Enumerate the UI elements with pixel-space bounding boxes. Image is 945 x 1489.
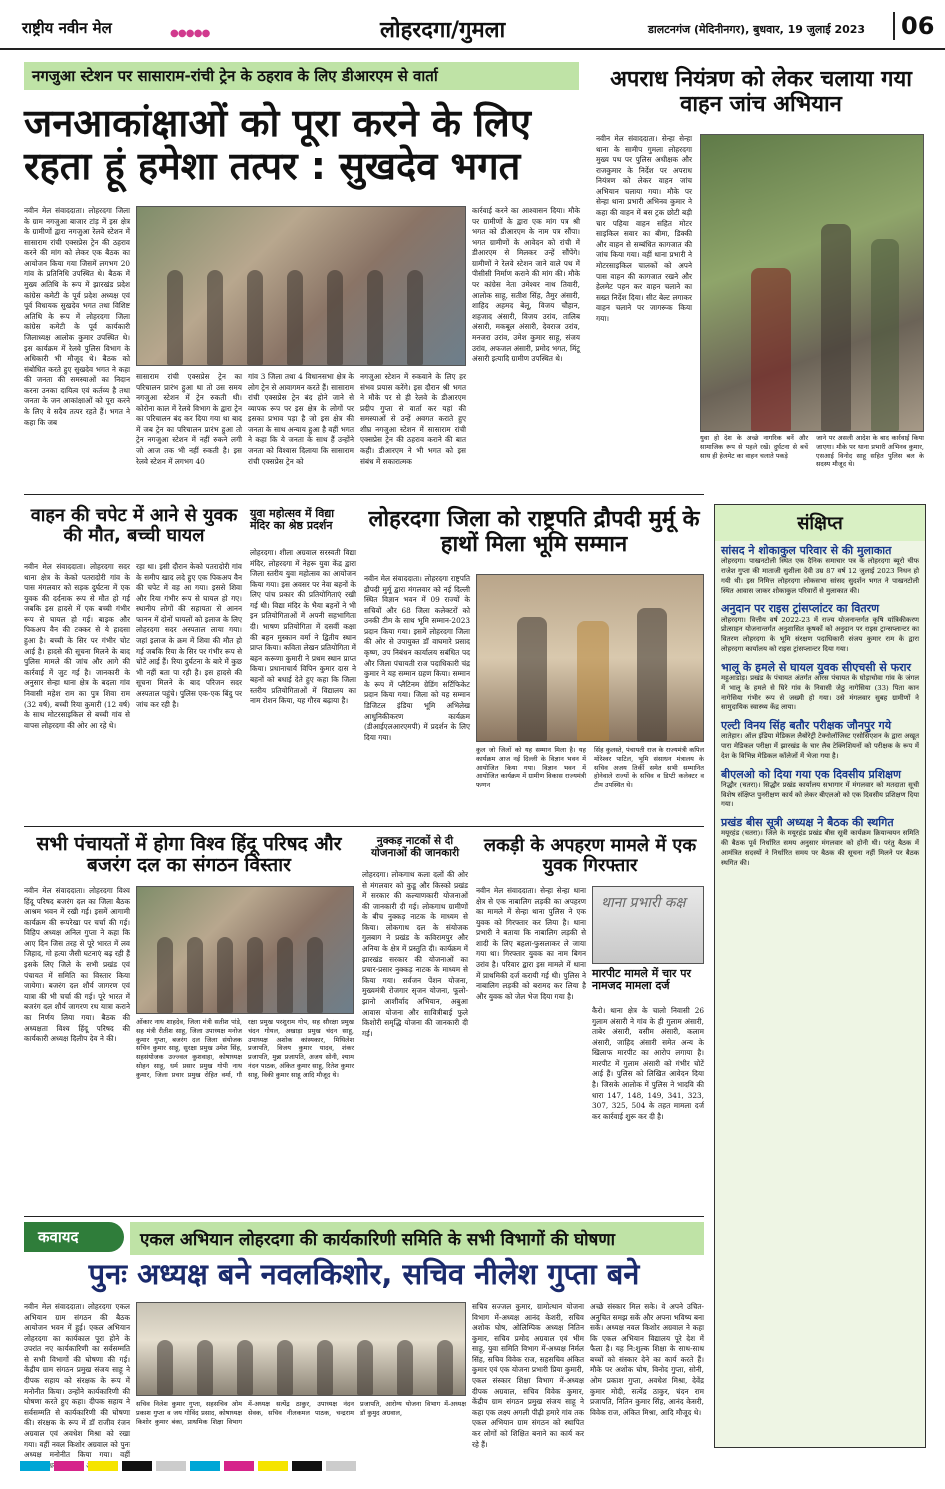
lead-headline: जनआकांक्षाओं को पूरा करने के लिए रहता हूं हमेशा तत्पर : सुखदेव भगत: [24, 101, 531, 188]
president-photo: [476, 574, 704, 742]
lead-col-2: सासाराम रांची एक्सप्रेस ट्रेन का परिचालन प्रारंभ हुआ था तो उस समय नगजुआ स्टेशन में ट्रेन रुकती थी। कोरोना काल में रेलवे विभाग के द्वारा ट्रेन का परिचालन बंद कर दिया गया था बाद में जब ट्रेन का परिचालन प्रारंभ हुआ तो ट्रेन नगजुआ स्टेशन में नहीं रुकने लगी जो आज तक भी नहीं रुकती है। इस रेलवे स्टेशन में लगभग 40: [136, 372, 242, 466]
committee-photo: [136, 1302, 466, 1396]
lead-photo: [136, 206, 466, 366]
brief-box: [714, 504, 926, 1448]
committee-caption: सचिव निलेश कुमार गुप्ता, सहसचिव ओम प्रकाश गुप्ता व जय गोविंद प्रसाद, कोषाध्यक्ष किशोर कुमार बंका, प्राथमिक शिक्षा विभाग में-अध्यक्ष सत्येंद्र ठाकुर, उपाध्यक्ष नंदन सेवक, सचिव नीलकमल पाठक, चन्द्रराम प्रजापति, आरोग्य योजना विभाग में-अध्यक्ष डॉ कुमुद अग्रवाल,: [136, 1400, 466, 1426]
brief-item-headline: बीएलओ को दिया गया एक दिवसीय प्रशिक्षण: [721, 767, 901, 781]
abduct-col-2: कैरो। थाना क्षेत्र के चालो निवासी 26 गुलाम अंसारी ने गांव के ही गुलाम अंसारी, ताबेर अंसारी, वसीम अंसारी, कलाम अंसारी, जाहिद अंसारी समेत अन्य के खिलाफ मारपीट का आरोप लगाया है। मारपीट में गुलाम अंसारी को गंभीर चोटें आई हैं। पुलिस को लिखित आवेदन दिया है। जिसके आलोक में पुलिस ने भादवि की धारा 147, 148, 149, 341, 323, 307, 325, 504 के तहत मामला दर्ज कर कार्रवाई शुरू कर दी है।: [592, 1006, 704, 1121]
brief-list: [715, 541, 925, 872]
abduct-sub-headline: मारपीट मामले में चार पर नामजद मामला दर्ज: [592, 967, 692, 993]
lead-col-4: नगजुआ स्टेशन में रुकवाने के लिए हर संभव प्रयास करेंगे। इस दौरान श्री भगत ने मौके पर से ही रेलवे के डीआरएम प्रदीप गुप्ता से वार्ता कर यहां की समस्याओं से उन्हें अवगत कराते हुए शीघ्र नगजुआ स्टेशन में सासाराम रांची एक्सप्रेस ट्रेन की ठहराव कराने की बात कही। डीआरएम ने भी भगत को इस संबंध में सकारात्मक: [360, 372, 466, 466]
abduct-col-1: नवीन मेल संवाददाता। सेन्हा सेन्हा थाना क्षेत्र से एक नाबालिग लड़की का अपहरण का मामले में सेन्हा थाना पुलिस ने एक युवक को गिरफ्तार कर लिया है। थाना प्रभारी ने बताया कि नाबालिग लड़की से शादी के लिए बहला-फुसलाकर ले जाया गया था। गिरफ्तार युवक का नाम बिगन उरांव है। परिवार द्वारा इस मामले में थाना में प्राथमिकी दर्ज करायी गई थी। पुलिस ने नाबालिग लड़की को बरामद कर लिया है और युवक को जेल भेज दिया गया है।: [476, 886, 586, 1001]
dateline: डालटनगंज (मेदिनीनगर), बुधवार, 19 जुलाई 2023: [648, 23, 866, 36]
divider: [24, 494, 704, 495]
vhp-headline: सभी पंचायतों में होगा विश्व हिंदू परिषद और बजरंग दल का संगठन विस्तार: [36, 833, 342, 877]
brief-item-body: लोहरदगा। पाखनटोली स्थित एक दैनिक समाचार पत्र के लोहरदगा ब्यूरो चीफ राजेश गुप्ता की माताजी सुशीला देवी उम्र 87 वर्ष 12 जुलाई 2023 निधन हो गयी थी। इस निमित्त लोहरदगा लोकसभा सांसद सुदर्शन भगत ने पाखनटोली स्थित आवास जाकर शोकाकुल परिवारों से मुलाकात की।: [721, 557, 919, 595]
lead-col-1: नवीन मेल संवाददाता। लोहरदगा जिला के ग्राम नगजुआ बाजार टांड़ में इस क्षेत्र के ग्रामीणों द्वारा नगजुआ रेलवे स्टेशन में सासाराम रांची एक्सप्रेस ट्रेन की ठहराव करने की मांग को लेकर एक बैठक का आयोजन किया गया जिसमें लगभग 20 गांव के प्रतिनिधि उपस्थित थे। बैठक में मुख्य अतिथि के रूप में झारखंड प्रदेश कांग्रेस कमेटी के पूर्व प्रदेश अध्यक्ष एवं पूर्व विधायक सुखदेव भगत तथा विशिष्ट अतिथि के रूप में लोहरदगा जिला कांग्रेस कमेटी के पूर्व कार्यकारी जिलाध्यक्ष आलोक कुमार उपस्थित थे। इस कार्यक्रम में रेलवे पुलिस विभाग के अधिकारी भी मौजूद थे। बैठक को संबोधित करते हुए सुखदेव भगत ने कहा की जनता की समस्याओं का निदान करना उनका दायित्व एवं कर्तव्य है तथा जनता के जन आकांक्षाओं को पूरा करने के लिए वे सदैव तत्पर रहते हैं। भगत ने कहा कि जब: [24, 206, 130, 427]
crime-photo: [700, 134, 924, 432]
committee-col-1: नवीन मेल संवाददाता। लोहरदगा एकल अभियान ग्राम संगठन की बैठक आयोजन भवन में हुई। एकल अभियान लोहरदगा का कार्यकाल पूरा होने के उपरांत नए कार्यकारिणी का सर्वसम्मति से सभी विभागों की घोषणा की गई। केंद्रीय ग्राम संगठन प्रमुख संजय साहू ने दीपक सहाय को संरक्षक के रूप में मनोनीत किया। उन्होंने कार्यकारिणी की घोषणा करते हुए कहा। दीपक सहाय ने सर्वसम्मति से कार्यकारिणी की घोषणा की। संरक्षक के रूप में डॉ राजीव रंजन अग्रवाल एवं अवधेश मिश्रा को रखा गया। वहीं नवल किशोर अग्रवाल को पुनः अध्यक्ष मनोनीत किया गया। वहीं: [24, 1302, 130, 1460]
lead-col-5: कार्रवाई करने का आश्वासन दिया। मौके पर ग्रामीणों के द्वारा एक मांग पत्र श्री भगत को डीआरएम के नाम पत्र सौंपा। भगत ग्रामीणों के आवेदन को रांची में डीआरएम से मिलकर उन्हें सौंपेंगे। ग्रामीणों ने रेलवे स्टेशन जाने वाले पथ में पीसीसी निर्माण कराने की मांग की। मौके पर कांग्रेस नेता उमेश्वर नाथ तिवारी, आलोक साहू, सतीश सिंह, तैमुर अंसारी, शाहिद अहमद बेलू, विजय चौहान, शहजाद अंसारी, विजय उरांव, तालिब अंसारी, मकबूल अंसारी, देवराज उरांव, मनजरा उरांव, उमेश कुमार साहू, संजय उरांव, अफजल अंसारी, प्रमोद भगत, मिंटू अंसारी इत्यादि ग्रामीण उपस्थित थे।: [472, 206, 580, 364]
nukkad-headline: नुक्कड़ नाटकों से दी योजनाओं की जानकारी: [370, 835, 460, 859]
brief-title: संक्षिप्त: [715, 505, 925, 541]
abduct-photo-sign: थाना प्रभारी कक्ष: [601, 895, 686, 911]
committee-col-3: अच्छे संस्कार मिल सके। वे अपने उचित-अनुचित समझ सकें और अपना भविष्य बना सकें। अध्यक्ष नवल किशोर अग्रवाल ने कहा कि एकल अभियान विद्यालय पूरे देश में फैला है। यह नि:शुल्क शिक्षा के साथ-साथ बच्चों को संस्कार देने का कार्य करते हैं। मौके पर अशोक घोष, विनोद गुप्ता, सोनी, ओम प्रकाश गुप्ता, अवधेश मिश्रा, देवेंद्र कुमार मोदी, सत्येंद्र ठाकुर, चंदन राम प्रजापति, नितिन कुमार सिंह, आनंद केसरी, विवेक राज, अंकित मिश्रा, आदि मौजूद थे।: [590, 1302, 704, 1417]
crime-caption-left: युवा हो देश के अच्छे नागरिक बनें और सामाजिक रूप से पहले रखें। दुर्घटना से बचें साथ ही हेलमेट का वाहन चलाते पकड़े: [700, 434, 808, 460]
president-body: नवीन मेल संवाददाता। लोहरदगा राष्ट्रपति द्रौपदी मुर्मू द्वारा मंगलवार को नई दिल्ली स्थित विज्ञान भवन में 09 राज्यों के सचिवों और 68 जिला कलेक्टरों को उनकी टीम के साथ भूमि सम्मान-2023 प्रदान किया गया। इसमें लोहरदगा जिला की ओर से उपायुक्त डॉ वाघमारे प्रसाद कृष्ण, उप निबंधन कार्यालय सबंधित पद और जिला पंचायती राज पदाधिकारी चंद्र कुमार ने यह सम्मान ग्रहण किया। सम्मान के रूप में प्लैटिनम ग्रेडिंग सर्टिफिकेट प्रदान किया गया। जिला को यह सम्मान डिजिटल इंडिया भूमि अभिलेख आधुनिकीकरण कार्यक्रम (डीआईएलआरएमपी) में प्रदर्शन के लिए दिया गया।: [364, 574, 470, 742]
divider: [24, 1216, 704, 1217]
vhp-caption: ओंकार नाथ शाहदेव, जिला मंत्री सतीश पांडे, सह मंत्री रीतीश साहू, जिला उपाध्यक्ष मनोज कुमार गुप्ता, बजरंग दल जिला संयोजक सचिन कुमार साहू, सुरक्षा प्रमुख उमेश सिंह, सहसंयोजक उज्ज्वल कुशवाहा, कोषाध्यक्ष सोहन साहू, धर्म प्रसार प्रमुख गोपी नाथ कुमार, जिला प्रचार प्रमुख रोहित वर्मा, गौ रक्षा प्रमुख परशुराम गोप, सह सौरक्षा प्रमुख चंदन गोयल, अखाड़ा प्रमुख चंदन साहू, उपाध्यक्ष अशोक कांस्यकार, मिथिलेश प्रजापति, विजय कुमार यादव, शंकर प्रजापति, मुन्ना प्रजापति, अजय सोनी, श्याम नंदन पाठक, अंकित कुमार साहू, रितेश कुमार साहू, विकी कुमार साहू आदि मौजूद थे।: [136, 1018, 354, 1079]
vhp-photo: [136, 886, 354, 1014]
brief-item: [715, 658, 925, 716]
crime-headline: अपराध नियंत्रण को लेकर चलाया गया वाहन जांच अभियान: [610, 67, 912, 117]
abduct-headline: लकड़ी के अपहरण मामले में एक युवक गिरफ्तार: [483, 835, 697, 877]
paper-name: राष्ट्रीय नवीन मेल: [22, 19, 112, 37]
committee-tag: कवायद: [24, 1222, 124, 1252]
yuva-body: लोहरदगा। शीला अग्रवाल सरस्वती विद्या मंदिर, लोहरदगा में नेहरू युवा केंद्र द्वारा जिला स्तरीय युवा महोत्सव का आयोजन किया गया। इस अवसर पर नेवा बहनों के लिए पांच प्रकार की प्रतियोगिताएं रखी गई थी। विद्या मंदिर के भैया बहनों ने भी इन प्रतियोगिताओं में अपनी सहभागिता दी। भाषण प्रतियोगिता में दसवीं कक्षा की बहन मुस्कान वर्मा ने द्वितीय स्थान प्राप्त किया। कविता लेखन प्रतियोगिता में बहन करूणा कुमारी ने प्रथम स्थान प्राप्त किया। प्रधानाचार्य विपिन कुमार दास ने बहनों को बधाई देते हुए कहा कि जिला स्तरीय प्रतियोगिताओं में विद्यालय का नाम रोशन किया, यह गौरव बढ़ाया है।: [250, 548, 356, 706]
brief-item: [715, 541, 925, 599]
brief-item: [715, 599, 925, 657]
crime-col-1: नवीन मेल संवाददाता। सेन्हा सेन्हा थाना के सामीप गुमला लोहरदगा मुख्य पथ पर पुलिस अधीक्षक और राजकुमार के निर्देश पर अपराध नियंत्रण को लेकर वाहन जांच अभियान चलाया गया। मौके पर सेन्हा थाना प्रभारी अभिनव कुमार ने कहा की वाहन में बस ट्रक छोटी बड़ी चार पहिया वाहन सहित मोटर साइकिल सवार का बीमा, डिक्की और वाहन से सम्बंधित कागजात की जांच किया गया। वहीं थाना प्रभारी ने मोटरसाइकिल चालकों को अपने पास वाहन की कागजात रखने और हेलमेट पहन कर वाहन चलाने का सख्त निर्देश दिया। सीट बेल्ट लगाकर वाहन चलाने पर जागरूक किया गया।: [596, 134, 692, 323]
brief-item-body: निद्धौर (चतरा)। सिद्धौर प्रखंड कार्यालय सभागार में मंगलवार को मतदाता सूची विशेष संक्षिप्त पुनरीक्षण कार्य को लेकर बीएलओ को एक दिवसीय प्रशिक्षण दिया गया।: [721, 780, 919, 809]
president-headline: लोहरदगा जिला को राष्ट्रपति द्रौपदी मुर्मू के हाथों मिला भूमि सम्मान: [368, 507, 700, 557]
committee-col-2: सचिव सज्जल कुमार, ग्रामोत्थान योजना विभाग में-अध्यक्ष आनंद केशरी, सचिव अशोक घोष, ओलिम्पिक अध्यक्ष नितिन कुमार, सचिव प्रमोद अग्रवाल एवं भीम साहू, युवा समिति विभाग में-अध्यक्ष निर्मल सिंह, सचिव विवेक राज, सहसचिव अंकित कुमार एवं एक योजना प्रभारी प्रिया कुमारी, एकल संस्कार शिक्षा विभाग में-अध्यक्ष दीपक अग्रवाल, सचिव विवेक कुमार, केंद्रीय ग्राम संगठन प्रमुख संजय साहू ने कहा एक लक्ष्य अगली पीढ़ी हमारे गांव तक एकल अभियान ग्राम संगठन को स्थापित कर लोगों को शिक्षित बनाने का कार्य कर रहे हैं।: [472, 1302, 584, 1449]
yuva-headline: युवा महोत्सव में विद्या मंदिर का श्रेष्ठ प्रदर्शन: [250, 507, 335, 533]
accident-headline: वाहन की चपेट में आने से युवक की मौत, बच्ची घायल: [30, 505, 238, 547]
brief-item-headline: भालू के हमले से घायल युवक सीएचसी से फरार: [721, 660, 911, 674]
brief-item: [715, 765, 925, 814]
brief-item: [715, 813, 925, 871]
lead-kicker: नगजुआ स्टेशन पर सासाराम-रांची ट्रेन के ठहराव के लिए डीआरएम से वार्ता: [24, 62, 579, 90]
committee-headline: पुनः अध्यक्ष बने नवलकिशोर, सचिव नीलेश गुप्ता बने: [88, 1257, 640, 1291]
section-title: लोहरदगा/गुमला: [380, 18, 506, 43]
vhp-col-1: नवीन मेल संवाददाता। लोहरदगा विश्व हिंदू परिषद बजरंग दल का जिला बैठक आश्रम भवन में रखी गई। इसमें आगामी कार्यक्रम की रूपरेखा पर चर्चा की गई। विहिप अध्यक्ष अनिल गुप्ता ने कहा कि आए दिन जिस तरह से पूरे भारत में लव जिहाद, गो हत्या जैसी घटनाएं बढ़ रही हैं इसके लिए जिले के सभी प्रखंड एवं पंचायत में समिति का विस्तार किया जायेगा। बजरंग दल शौर्य जागरण एवं यात्रा की भी चर्चा की गई। पूरे भारत में बजरंग दल शौर्य जागरण रथ यात्रा कराने का निर्णय लिया गया। बैठक की अध्यक्षता विश्व हिंदू परिषद की कार्यकारी अध्यक्ष दिलीप देव ने की।: [24, 886, 130, 1044]
brief-item: [715, 716, 925, 765]
brief-item-body: लोहरदगा। वित्तीय वर्ष 2022-23 में राज्य योजनान्तर्गत कृषि यांत्रिकीकरण प्रोत्साहन योजनान्तर्गत अनुशासित कृषकों को अनुदान पर राइस ट्रान्सप्लान्टर का वितरण लोहरदगा के भूमि संरक्षण पदाधिकारी संजय कुमार राम के द्वारा लोहरदगा कार्यालय को राइस ट्रांसप्लान्टर दिया गया।: [721, 615, 919, 653]
masthead-dots: ● ● ● ● ●: [170, 28, 209, 39]
page-number: 06: [893, 12, 934, 40]
divider: [24, 826, 704, 827]
brief-item-headline: अनुदान पर राइस ट्रांसप्लांटर का वितरण: [721, 602, 880, 616]
accident-col-2: रहा था। इसी दौरान केको पतरादोरी गांव के समीप खाद लदे हुए एक पिकअप वैन की चपेट में वह आ गया। इससे शिवा और रिया गंभीर रूप से घायल हो गए। स्थानीय लोगों की सहायता से आनन फानन में दोनों घायलों को इलाज के लिए लोहरदगा सदर अस्पताल लाया गया। जहां इलाज के क्रम में शिवा की मौत हो गई जबकि रिया के सिर पर गंभीर रूप से चोटें आई हैं। रिया दुर्घटना के बारे में कुछ भी नहीं बता पा रही है। इस हादसे की सूचना मिलने के बाद परिजन सदर अस्पताल पहुंचे। पुलिस एक-एक बिंदु पर जांच कर रही है।: [136, 562, 242, 709]
accident-col-1: नवीन मेल संवाददाता। लोहरदगा सदर थाना क्षेत्र के केको पतरादोरी गांव के पास मंगलवार को सड़क दुर्घटना में एक युवक की दर्दनाक रूप से मौत हो गई जबकि इस हादसे में एक बच्ची गंभीर रूप से घायल हो गई। बाइक और पिकअप वैन की टक्कर से ये हादसा हुआ है। बच्ची के सिर पर गंभीर चोट आई है। हादसे की सूचना मिलने के बाद पुलिस मामले की जांच और आगे की कार्रवाई में जुट गई है। जानकारी के अनुसार सेन्हा थाना क्षेत्र के बदला गांव निवासी महेश राम का पुत्र शिवा राम (32 वर्ष), बच्ची रिया कुमारी (12 वर्ष) के साथ मोटरसाइकिल से बच्ची गांव से वापस लोहरदगा की ओर आ रहे थे।: [24, 562, 130, 730]
footer-color-strip: [20, 1456, 925, 1466]
crime-caption-right: जाने पर असली आदेश के बाद कार्रवाई किया जाएगा। मौके पर थाना प्रभारी अभिनव कुमार, एसआई विनोद साहू सहित पुलिस बल के सदस्य मौजूद थे।: [816, 434, 924, 469]
president-caption-left: कुल जो जिलों को यह सम्मान मिला है। यह कार्यक्रम आज नई दिल्ली के विज्ञान भवन में आयोजित किया गया। विज्ञान भवन में आयोजित कार्यक्रम में ग्रामीण विकास राज्यमंत्री फग्गन: [476, 746, 586, 790]
brief-item-headline: सांसद ने शोकाकुल परिवार से की मुलाकात: [721, 544, 892, 557]
committee-kicker: एकल अभियान लोहरदगा की कार्यकारिणी समिति के सभी विभागों की घोषणा: [130, 1222, 704, 1255]
brief-item-headline: प्रखंड बीस सूत्री अध्यक्ष ने बैठक की स्थगित: [721, 816, 894, 830]
nukkad-body: लोहरदगा। लोकगाथ कला दलों की ओर से मंगलवार को कुडू और किस्को प्रखंड में सरकार की कल्याणकारी योजनाओं की जानकारी दी गई। लोकगाथ ग्रामीणों के बीच नुक्कड़ नाटक के माध्यम से किया। लोकगाथ दल के संयोजक गुलबाग ने प्रखंड के कविरामपुर और अनिया के क्षेत्र में प्रस्तुति दी। कार्यक्रम में झारखंड सरकार की योजनाओं का प्रचार-प्रसार नुक्कड़ नाटक के माध्यम से किया गया। सर्वजन पेंशन योजना, मुख्यमंत्री रोजगार सृजन योजना, फूलो-झानो आशीर्वाद अभियान, अबुआ आवास योजना और सावित्रीबाई फुले किशोरी समृद्धि योजना की जानकारी दी गई।: [362, 870, 468, 1038]
brief-item-body: मयूरहंड (चतरा)। जिले के मयूरहंड प्रखंड बीस सूत्री कार्यक्रम क्रियान्वयन समिति की बैठक पूर्व निर्धारित समय अनुसार मंगलवार को होनी थी। परंतु बैठक में आमंत्रित सदस्यों ने निर्धारित समय पर बैठक की सूचना नहीं मिलने पर बैठक स्थगित की।: [721, 829, 919, 867]
brief-item-headline: एल्टी विनय सिंह बतौर परीक्षक जौनपुर गये: [721, 719, 892, 733]
lead-col-3: गांव 3 जिला तथा 4 विधानसभा क्षेत्र के लोग ट्रेन से आवागमन करते हैं। सासाराम रांची एक्सप्रेस ट्रेन बंद होने जाने से व्यापक रूप पर इस क्षेत्र के लोगों पर इसका प्रभाव पड़ा है जो इस क्षेत्र की जनता के साथ अन्याय हुआ है वहीं भगत ने कहा कि ये जनता के साथ हैं उन्होंने जनता को विश्वास दिलाया कि सासाराम रांची एक्सप्रेस ट्रेन को: [248, 372, 354, 466]
abduct-photo: [592, 886, 704, 964]
brief-item-body: महुआडांड़। प्रखंड के पंचायत अंतर्गत ओरस पंचायत के घोड़ाचोवा गांव के जंगल में भालू के हमले से घिरे गांव के निवासी जेठु नागेसिया (33) पिता कान नागेसिया गंभीर रूप से जख्मी हो गया। उसे मंगलवार सुबह ग्रामीणों ने सामुदायिक स्वास्थ्य केंद्र लाया।: [721, 673, 919, 712]
president-caption-right: सिंह कुलस्ते, पंचायती राज के राज्यमंत्री कपिल मोरेश्वर पाटिल, भूमि संसाधन मंत्रालय के सचिव अजय तिर्की समेत सभी सम्मानित होनेवाले राज्यों के सचिव व डिप्टी कलेक्टर व टीम उपस्थित थे।: [594, 746, 704, 790]
brief-item-body: लातेहार। ऑल इंडिया मेडिकल लैबोरेट्री टेक्नोलॉजिस्ट एसोसिएशन के द्वारा अखूत पारा मेडिकल परीक्षा में झारखंड के चार लैब टेक्निशियनों को परीक्षक के रूप में देश के विभिन्न मेडिकल कॉलेजों में भेजा गया है।: [721, 732, 919, 760]
